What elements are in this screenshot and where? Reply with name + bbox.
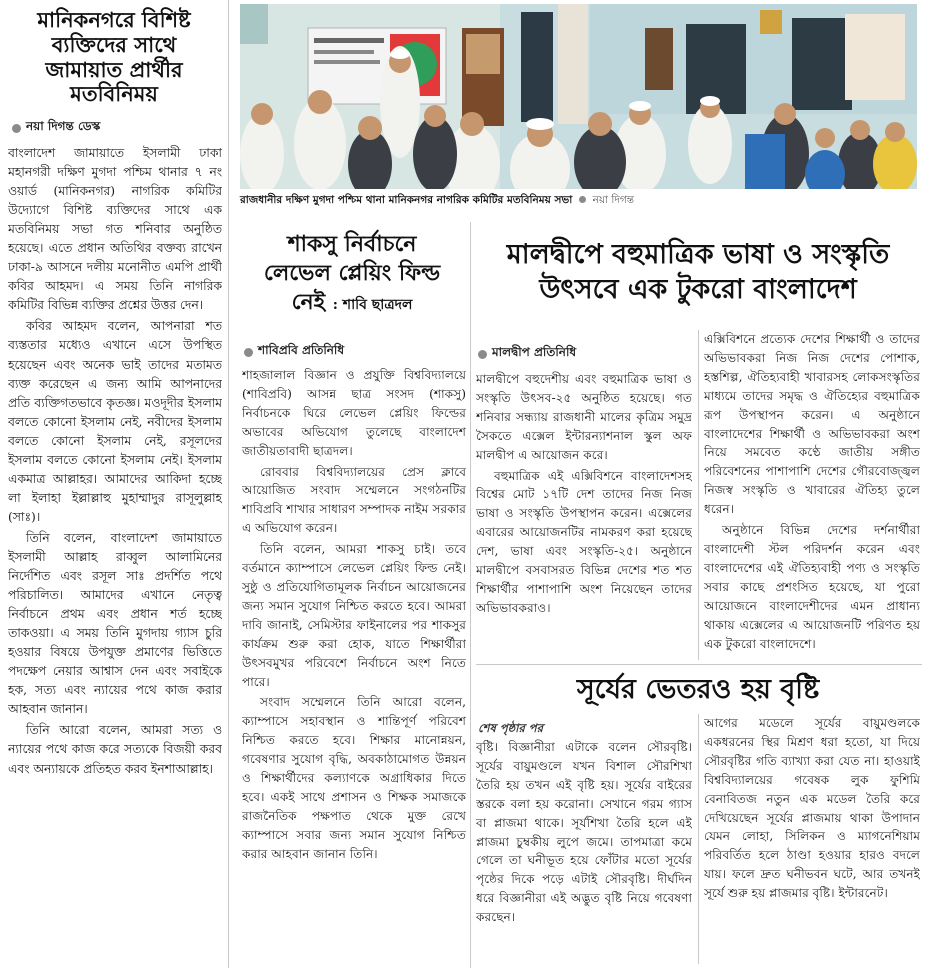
article1-headline: মানিকনগরে বিশিষ্ট ব্যক্তিদের সাথে জামায়াত প্রার্থীর মতবিনিময় <box>37 7 191 107</box>
article2-headline-suffix: : শাবি ছাত্রদল <box>332 297 413 314</box>
article2-paragraph: তিনি বলেন, আমরা শাকসু চাই। তবে বর্তমানে ক্যাম্পাসে লেভেল প্লেয়িং ফিল্ড নেই। সুষ্ঠু ও প্রতিযোগিতামূলক নির্বাচন আয়োজনের জন্য সমান সুযোগ নিশ্চিত করতে হবে। আমরা দাবি জানাই, সেমিস্টার ফাইনালের পর শাকসুর কার্যক্রম শুরু করা হোক, যাতে শিক্ষার্থীরা উৎসবমুখর পরিবেশে নির্বাচনে অংশ নিতে পারে। <box>242 542 466 689</box>
article3-byline-text: মালদ্বীপ প্রতিনিধি <box>492 345 577 359</box>
article1-paragraph: তিনি আরো বলেন, আমরা সত্য ও ন্যায়ের পথে কাজ করে সত্যকে বিজয়ী করব এবং অন্যায়কে প্রতিহত করব ইনশাআল্লাহ। <box>8 723 222 776</box>
article1-byline <box>12 118 222 138</box>
article3-byline <box>478 344 693 364</box>
event-photo <box>240 4 917 189</box>
article4-paragraph: বৃষ্টি। বিজ্ঞানীরা এটাকে বলেন সৌরবৃষ্টি। সূর্যের বায়ুমণ্ডলে যখন বিশাল সৌরশিখা তৈরি হয় তখন এই বৃষ্টি হয়। সূর্যের বাইরের স্তরকে বলা হয় করোনা। সেখানে গরম গ্যাস বা প্লাজমা থাকে। সূর্যশিখা তৈরি হলে এই প্লাজমা চুম্বকীয় লুপে জমে। তাপমাত্রা কমে গেলে তা ঘনীভূত হয়ে ফোঁটার মতো সূর্যের পৃষ্ঠের দিকে পড়ে এটাই সৌরবৃষ্টি। দীর্ঘদিন ধরে বিজ্ঞানীরা এই অদ্ভুত বৃষ্টি নিয়ে গবেষণা করছেন। <box>476 740 692 925</box>
event-photo-illustration <box>240 4 917 189</box>
article2-headline-line1: শাকসু নির্বাচনে <box>287 231 417 257</box>
article4-headline: সূর্যের ভেতরও হয় বৃষ্টি <box>576 674 820 705</box>
column-divider <box>698 714 699 964</box>
column-divider <box>228 0 229 968</box>
bullet-icon <box>478 350 487 359</box>
article3-col1 <box>476 370 692 650</box>
section-divider <box>476 664 922 665</box>
bullet-icon <box>12 124 21 133</box>
photo-source: নয়া দিগন্ত <box>592 194 635 206</box>
article1-body <box>8 144 222 962</box>
column-divider <box>470 222 471 968</box>
bullet-icon <box>244 348 253 357</box>
article4-paragraph: আগের মডেলে সূর্যের বায়ুমণ্ডলকে একধরনের স্থির মিশ্রণ ধরা হতো, যা দিয়ে সৌরবৃষ্টির গতি ব্যাখ্যা করা যেত না। হাওয়াই বিশ্ববিদ্যালয়ের গবেষক লুক ফুশিমি বেনাবিতজ নতুন এক মডেল তৈরি করে দেখিয়েছেন সূর্যের প্লাজমায় থাকা উপাদান যেমন লোহা, সিলিকন ও ম্যাগনেশিয়াম পরিবর্তিত হলে ঠাণ্ডা হওয়ার হারও বদলে যায়। ফলে দ্রুত ঘনীভবন ঘটে, আর তখনই সূর্যে শুরু হয় প্লাজমার বৃষ্টি। ইন্টারনেট। <box>704 716 920 901</box>
article3-paragraph: এক্সিবিশনে প্রত্যেক দেশের শিক্ষার্থী ও তাদের অভিভাবকরা নিজ নিজ দেশের পোশাক, হস্তশিল্প, ঐতিহ্যবাহী খাবারসহ লোকসংস্কৃতির মাধ্যমে তাদের সমৃদ্ধ ও ঐতিহ্যের বহুমাত্রিক রূপ উপস্থাপন করেন। এ অনুষ্ঠানে বাংলাদেশের শিক্ষার্থী ও অভিভাবকরা অংশ নিয়ে সমবেত কণ্ঠে জাতীয় সঙ্গীত পরিবেশনের পাশাপাশি দেশের গৌরবোজ্জ্বল নিজস্ব সংস্কৃতি ও খাবারের ঐতিহ্য তুলে ধরেন। <box>704 332 920 517</box>
article4-col2 <box>704 714 920 962</box>
article3-headline: মালদ্বীপে বহুমাত্রিক ভাষা ও সংস্কৃতি উৎসবে এক টুকরো বাংলাদেশ <box>506 239 890 305</box>
article2-paragraph: রোববার বিশ্ববিদ্যালয়ের প্রেস ক্লাবে আয়োজিত সংবাদ সম্মেলনে সংগঠনটির শাবিপ্রবি শাখার সাধারণ সম্পাদক নাইম সরকার এ অভিযোগ করেন। <box>242 464 466 536</box>
article3-paragraph: বহুমাত্রিক এই এক্সিবিশনে বাংলাদেশসহ বিশ্বের মোট ১৭টি দেশ তাদের নিজ নিজ ভাষা ও সংস্কৃতি উপস্থাপন করেন। এক্সেলের এবারের আয়োজনটির নামকরণ করা হয়েছে দেশ, ভাষা এবং সংস্কৃতি-২৫। অনুষ্ঠানে মালদ্বীপে বসবাসরত বিভিন্ন দেশের শত শত শিক্ষার্থীর পাশাপাশি অংশ নিয়েছেন তাদের অভিভাবকরাও। <box>476 468 692 615</box>
article2-byline <box>244 342 464 362</box>
article1-paragraph: বাংলাদেশ জামায়াতে ইসলামী ঢাকা মহানগরী দক্ষিণ মুগদা পশ্চিম থানার ৭ নং ওয়ার্ড (মানিকনগর) নাগরিক কমিটির উদ্যোগে বিশিষ্ট ব্যক্তিদের সাথে এক মতবিনিময় সভা গত শনিবার অনুষ্ঠিত হয়েছে। এতে প্রধান অতিথির বক্তব্য রাখেন ঢাকা-৯ আসনে দলীয় মনোনীত এমপি প্রার্থী কবির আহমদ। এ সময় তিনি নাগরিক কমিটির বিভিন্ন ব্যক্তির প্রশ্নের উত্তর দেন। <box>8 146 222 313</box>
article1-paragraph: কবির আহমদ বলেন, আপনারা শত ব্যস্ততার মধ্যেও এখানে এসে উপস্থিত হয়েছেন এবং অনেক ভাই তাদের মতামত ব্যক্ত করেছেন এ জন্য আমি আপনাদের প্রতি ব্যক্তিগতভাবে কৃতজ্ঞ। মওদূদীর ইসলাম বলতে কোনো ইসলাম নেই, নবীদের ইসলাম বলতে কোনো ইসলাম নেই, রসূলদের ইসলাম বলতে কোনো ইসলাম নেই। ইসলাম একমাত্র আল্লাহর। আমাদের আকিদা হচ্ছে লা ইলাহা ইল্লাল্লাহু মুহাম্মাদুর রাসূলুল্লাহ (সাঃ)। <box>8 319 222 524</box>
article1-paragraph: তিনি বলেন, বাংলাদেশ জামায়াতে ইসলামী আল্লাহ রাব্বুল আলামিনের নির্দেশিত এবং রসূল সাঃ প্রদর্শিত পথে পরিচালিত। আমাদের এখানে নেতৃত্ব নির্বাচনে প্রথম এবং প্রধান শর্ত হচ্ছে তাকওয়া। এ সময় তিনি মুগদায় গ্যাস চুরি হওয়ার বিষয়ে উপযুক্ত প্রমাণের ভিত্তিতে পদক্ষেপ নেয়ার আশ্বাস দেন এবং সবাইকে হক, সত্য এবং ন্যায়ের পথে কাজ করার আহবান জানান। <box>8 530 222 717</box>
column-divider <box>698 330 699 660</box>
photo-caption <box>240 193 917 210</box>
article3-paragraph: অনুষ্ঠানে বিভিন্ন দেশের দর্শনার্থীরা বাংলাদেশী স্টল পরিদর্শন করেন এবং বাংলাদেশের এই ঐতিহ্যবাহী পণ্য ও সংস্কৃতি সবার কাছে প্রশংসিত হয়েছে, যা পুরো আয়োজনে বাংলাদেশীদের এমন প্রাধান্য থাকায় এক্সেলের এ আয়োজনটি পরিণত হয় এক টুকরো বাংলাদেশে। <box>704 523 920 651</box>
photo-caption-text: রাজধানীর দক্ষিণ মুগদা পশ্চিম থানা মানিকনগর নাগরিক কমিটির মতবিনিময় সভা <box>240 194 573 206</box>
article2-headline-line2: লেভেল প্লেয়িং ফিল্ড <box>263 260 441 287</box>
article4-kicker: শেষ পৃষ্ঠার পর <box>478 721 543 735</box>
article2-headline <box>236 230 468 317</box>
article1-byline-text: নয়া দিগন্ত ডেস্ক <box>26 119 101 133</box>
article3-col2 <box>704 330 920 658</box>
article3-paragraph: মালদ্বীপে বহুদেশীয় এবং বহুমাত্রিক ভাষা ও সংস্কৃতি উৎসব-২৫ অনুষ্ঠিত হয়েছে। গত শনিবার সন্ধ্যায় রাজধানী মালের কৃত্রিম সমুদ্র সৈকতে এক্সেল ইন্টারন্যাশনাল স্কুল অফ মালদ্বীপ এ আয়োজন করে। <box>476 372 692 462</box>
article2-headline-line3: নেই <box>291 289 326 316</box>
article4-col1 <box>476 738 692 962</box>
article2-byline-text: শাবিপ্রবি প্রতিনিধি <box>258 343 345 357</box>
bullet-icon <box>579 196 586 203</box>
article2-paragraph: সংবাদ সম্মেলনে তিনি আরো বলেন, ক্যাম্পাসে সহাবস্থান ও শান্তিপূর্ণ পরিবেশ নিশ্চিত করতে হবে। শিক্ষার মানোন্নয়ন, গবেষণার সুযোগ বৃদ্ধি, অবকাঠামোগত উন্নয়ন ও শিক্ষার্থীদের কল্যাণকে অগ্রাধিকার দিতে হবে। একই সাথে প্রশাসন ও শিক্ষক সমাজকে রাজনৈতিক পক্ষপাত থেকে মুক্ত রেখে ক্যাম্পাসে সবার জন্য সমান সুযোগ নিশ্চিত করার আহবান জানান তিনি। <box>242 695 466 861</box>
article2-paragraph: শাহজালাল বিজ্ঞান ও প্রযুক্তি বিশ্ববিদ্যালয়ে (শাবিপ্রবি) আসন্ন ছাত্র সংসদ (শাকসু) নির্বাচনকে ঘিরে লেভেল প্লেয়িং ফিল্ডের অভাবের অভিযোগ তুলেছে বাংলাদেশ জাতীয়তাবাদী ছাত্রদল। <box>242 368 466 458</box>
article2-body <box>242 366 466 962</box>
